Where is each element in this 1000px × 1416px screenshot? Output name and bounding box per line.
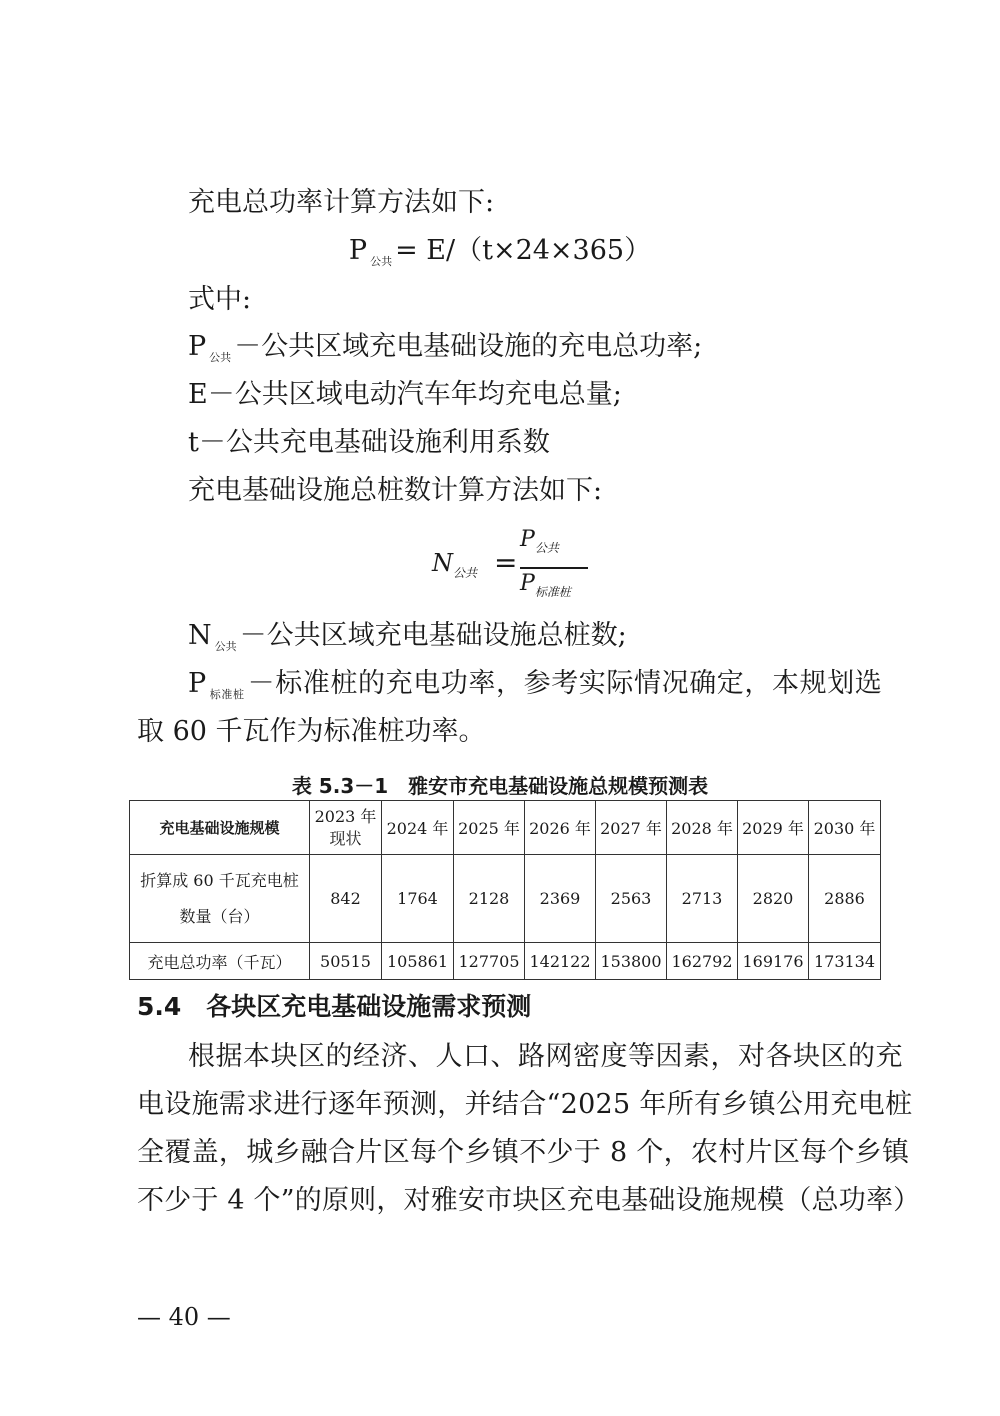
year-header: 2029 年 xyxy=(738,801,809,855)
paragraph-line: 电设施需求进行逐年预测，并结合“2025 年所有乡镇公用充电桩 xyxy=(137,1089,913,1120)
definition: －标准桩的充电功率，参考实际情况确定，本规划选 xyxy=(247,668,883,699)
table-cell: 842 xyxy=(310,855,382,943)
table-cell: 50515 xyxy=(310,943,382,980)
row-label: 充电总功率（千瓦） xyxy=(130,943,310,980)
def-e: E－公共区域电动汽车年均充电总量; xyxy=(188,379,622,410)
section-heading: 5.4 各块区充电基础设施需求预测 xyxy=(137,992,532,1021)
formula-symbol: P xyxy=(348,235,368,266)
formula-intro-2: 充电基础设施总桩数计算方法如下: xyxy=(188,475,603,506)
subscript: 标准桩 xyxy=(209,688,245,701)
formula-intro-1: 充电总功率计算方法如下: xyxy=(188,187,495,218)
definition: －公共区域充电基础设施的充电总功率; xyxy=(234,331,703,362)
forecast-table xyxy=(129,800,881,980)
paragraph-line: 不少于 4 个”的原则，对雅安市块区充电基础设施规模（总功率） xyxy=(137,1185,921,1216)
def-p-standard xyxy=(188,667,882,706)
formula-expression: = E/（t×24×365） xyxy=(395,235,652,266)
table-cell: 153800 xyxy=(596,943,667,980)
fraction-lhs: $N_{公共}$ xyxy=(432,549,478,580)
table-cell: 173134 xyxy=(809,943,881,980)
table-cell: 2563 xyxy=(596,855,667,943)
paragraph-line: 根据本块区的经济、人口、路网密度等因素，对各块区的充 xyxy=(188,1041,903,1072)
year-header: 2030 年 xyxy=(809,801,881,855)
symbol: P xyxy=(188,668,207,699)
subscript: 公共 xyxy=(214,640,237,653)
formula-subscript: 公共 xyxy=(370,255,393,268)
year-header: 2025 年 xyxy=(454,801,525,855)
def-n-public xyxy=(188,619,627,658)
table-cell: 2820 xyxy=(738,855,809,943)
table-cell: 2886 xyxy=(809,855,881,943)
pile-count-formula xyxy=(428,527,588,603)
table-cell: 2128 xyxy=(454,855,525,943)
fraction-denominator: $P_{标准桩}$ xyxy=(520,571,571,599)
table-header-row xyxy=(130,801,881,855)
fraction-bar xyxy=(520,567,588,569)
year-header: 2023 年 现状 xyxy=(310,801,382,855)
page-number: — 40 — xyxy=(137,1303,231,1331)
table-cell: 142122 xyxy=(525,943,596,980)
table-cell: 2713 xyxy=(667,855,738,943)
table-cell: 105861 xyxy=(382,943,454,980)
fraction-numerator: $P_{公共}$ xyxy=(520,527,559,555)
table-row xyxy=(130,855,881,943)
fraction-equals: = xyxy=(494,546,518,579)
subscript: 公共 xyxy=(209,351,232,364)
definition: －公共区域充电基础设施总桩数; xyxy=(239,620,627,651)
table-cell: 127705 xyxy=(454,943,525,980)
year-header: 2026 年 xyxy=(525,801,596,855)
symbol: N xyxy=(188,620,212,651)
table-corner-header: 充电基础设施规模 xyxy=(130,801,310,855)
table-cell: 162792 xyxy=(667,943,738,980)
year-header: 2027 年 xyxy=(596,801,667,855)
where-label: 式中: xyxy=(188,284,252,315)
symbol: P xyxy=(188,331,207,362)
power-formula xyxy=(0,234,1000,273)
table-cell: 2369 xyxy=(525,855,596,943)
year-header: 2028 年 xyxy=(667,801,738,855)
def-p-public xyxy=(188,330,702,369)
table-caption: 表 5.3－1 雅安市充电基础设施总规模预测表 xyxy=(291,774,709,798)
def-p-standard-cont: 取 60 千瓦作为标准桩功率。 xyxy=(137,716,486,747)
table-row xyxy=(130,943,881,980)
year-header: 2024 年 xyxy=(382,801,454,855)
table-cell: 1764 xyxy=(382,855,454,943)
def-t: t－公共充电基础设施利用系数 xyxy=(188,427,550,458)
table-cell: 169176 xyxy=(738,943,809,980)
paragraph-line: 全覆盖，城乡融合片区每个乡镇不少于 8 个，农村片区每个乡镇 xyxy=(137,1137,910,1168)
row-label: 折算成 60 千瓦充电桩 数量（台） xyxy=(130,855,310,943)
